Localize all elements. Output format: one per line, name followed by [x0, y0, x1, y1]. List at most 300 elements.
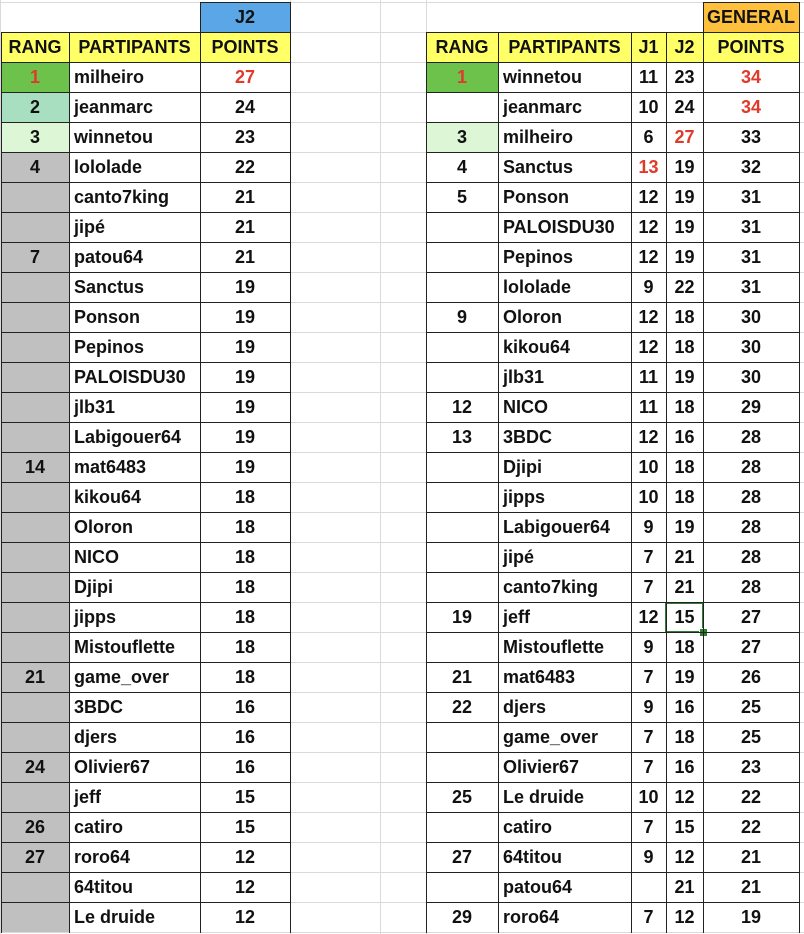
- right-points-cell[interactable]: 30: [740, 367, 762, 387]
- grid-line: [426, 842, 799, 843]
- right-j2-cell[interactable]: 18: [674, 487, 695, 507]
- right-j1-cell[interactable]: 11: [638, 397, 659, 417]
- left-points-cell[interactable]: 23: [234, 127, 256, 147]
- grid-line: [290, 32, 291, 933]
- grid-line: [666, 32, 667, 933]
- left-participant-cell[interactable]: jipps: [74, 607, 117, 627]
- right-rank-cell[interactable]: 9: [456, 307, 467, 327]
- left-points-cell[interactable]: 18: [234, 487, 256, 507]
- grid-line: [1, 572, 290, 573]
- left-participant-cell[interactable]: catiro: [74, 817, 124, 837]
- left-rank-cell[interactable]: 21: [1, 662, 69, 692]
- right-rank-cell[interactable]: [426, 482, 498, 512]
- left-points-cell[interactable]: 22: [234, 157, 256, 177]
- left-participant-cell[interactable]: jeff: [74, 787, 101, 807]
- right-participant-cell[interactable]: canto7king: [503, 577, 599, 597]
- right-group-header-general[interactable]: GENERAL: [703, 2, 799, 32]
- right-participant-cell[interactable]: patou64: [503, 877, 573, 897]
- grid-line: [1, 152, 290, 153]
- left-participant-cell[interactable]: 3BDC: [74, 697, 124, 717]
- right-participant-cell[interactable]: Pepinos: [503, 247, 574, 267]
- right-points-cell[interactable]: 26: [740, 667, 762, 687]
- grid-line: [1, 32, 2, 933]
- right-participant-cell[interactable]: mat6483: [503, 667, 576, 687]
- right-j1-cell[interactable]: 7: [643, 727, 654, 747]
- right-points-cell[interactable]: 21: [740, 847, 762, 867]
- right-j1-cell[interactable]: 9: [643, 277, 654, 297]
- left-participant-cell[interactable]: NICO: [74, 547, 119, 567]
- left-participant-cell[interactable]: Sanctus: [74, 277, 145, 297]
- grid-line: [1, 662, 290, 663]
- right-participant-cell[interactable]: winnetou: [503, 67, 582, 87]
- right-points-cell[interactable]: 30: [740, 307, 762, 327]
- right-participant-cell[interactable]: Sanctus: [503, 157, 574, 177]
- right-j1-cell[interactable]: 10: [638, 457, 659, 477]
- left-participant-cell[interactable]: canto7king: [74, 187, 170, 207]
- grid-line: [426, 62, 799, 63]
- right-participant-cell[interactable]: djers: [503, 697, 547, 717]
- right-j1-cell[interactable]: 7: [643, 577, 654, 597]
- left-participant-cell[interactable]: 64titou: [74, 877, 134, 897]
- left-points-cell[interactable]: 15: [234, 787, 256, 807]
- right-participant-cell[interactable]: roro64: [503, 907, 560, 927]
- left-points-cell[interactable]: 12: [234, 907, 256, 927]
- left-participant-cell[interactable]: game_over: [74, 667, 170, 687]
- right-header-points[interactable]: POINTS: [703, 32, 799, 62]
- grid-line: [1, 392, 290, 393]
- left-participant-cell[interactable]: Mistouflette: [74, 637, 175, 657]
- left-participant-cell[interactable]: lololade: [74, 157, 143, 177]
- left-participant-cell[interactable]: PALOISDU30: [74, 367, 186, 387]
- left-rank-cell[interactable]: [1, 302, 69, 332]
- grid-line: [426, 752, 799, 753]
- right-participant-cell[interactable]: Oloron: [503, 307, 562, 327]
- right-participant-cell[interactable]: milheiro: [503, 127, 574, 147]
- grid-line: [426, 512, 799, 513]
- right-points-cell[interactable]: 28: [740, 487, 762, 507]
- right-points-cell[interactable]: 19: [740, 907, 762, 927]
- right-j2-cell[interactable]: 19: [674, 247, 695, 267]
- left-points-cell[interactable]: 21: [234, 187, 256, 207]
- right-points-cell[interactable]: 30: [740, 337, 762, 357]
- left-rank-cell[interactable]: [1, 602, 69, 632]
- right-j2-cell[interactable]: 18: [674, 337, 695, 357]
- left-points-cell[interactable]: 18: [234, 577, 256, 597]
- right-points-cell[interactable]: 28: [740, 517, 762, 537]
- right-participant-cell[interactable]: 3BDC: [503, 427, 553, 447]
- right-j2-cell[interactable]: 18: [674, 457, 695, 477]
- right-rank-cell[interactable]: [426, 242, 498, 272]
- right-j2-cell[interactable]: 22: [674, 277, 695, 297]
- left-points-cell[interactable]: 19: [234, 427, 256, 447]
- grid-line: [1, 302, 290, 303]
- right-j1-cell[interactable]: 12: [638, 187, 659, 207]
- right-header-j2[interactable]: J2: [666, 32, 703, 62]
- right-header-rang[interactable]: RANG: [426, 32, 498, 62]
- right-participant-cell[interactable]: catiro: [503, 817, 553, 837]
- left-participant-cell[interactable]: Pepinos: [74, 337, 145, 357]
- right-rank-cell[interactable]: 27: [451, 847, 473, 867]
- right-j1-cell[interactable]: [631, 872, 666, 902]
- right-j2-cell[interactable]: 19: [674, 517, 695, 537]
- right-rank-cell[interactable]: 4: [456, 157, 467, 177]
- right-rank-cell[interactable]: [426, 572, 498, 602]
- left-points-cell[interactable]: 16: [234, 697, 256, 717]
- right-participant-cell[interactable]: game_over: [503, 727, 599, 747]
- grid-line: [426, 782, 799, 783]
- left-rank-cell[interactable]: 27: [1, 842, 69, 872]
- left-participant-cell[interactable]: milheiro: [74, 67, 145, 87]
- left-points-cell[interactable]: 19: [234, 337, 256, 357]
- grid-line: [1, 752, 290, 753]
- right-points-cell[interactable]: 31: [740, 217, 762, 237]
- right-rank-cell[interactable]: [426, 542, 498, 572]
- right-rank-cell[interactable]: [426, 632, 498, 662]
- right-rank-cell[interactable]: [426, 272, 498, 302]
- grid-line: [1, 362, 290, 363]
- left-points-cell[interactable]: 24: [234, 97, 256, 117]
- grid-line: [426, 302, 799, 303]
- right-j1-cell[interactable]: 12: [638, 247, 659, 267]
- right-points-cell[interactable]: 33: [740, 127, 762, 147]
- right-rank-cell[interactable]: 19: [451, 607, 473, 627]
- right-j1-cell[interactable]: 9: [643, 517, 654, 537]
- left-rank-cell[interactable]: [1, 902, 69, 932]
- right-participant-cell[interactable]: NICO: [503, 397, 548, 417]
- left-rank-cell[interactable]: 14: [1, 452, 69, 482]
- right-j2-cell[interactable]: 19: [674, 157, 695, 177]
- left-rank-cell[interactable]: [1, 572, 69, 602]
- right-j1-cell[interactable]: 9: [643, 637, 654, 657]
- right-rank-cell[interactable]: 3: [426, 122, 498, 152]
- right-rank-cell[interactable]: [426, 92, 498, 122]
- left-points-cell[interactable]: 12: [234, 877, 256, 897]
- right-participant-cell[interactable]: jeff: [503, 607, 530, 627]
- left-points-cell[interactable]: 19: [234, 367, 256, 387]
- grid-line: [426, 722, 799, 723]
- right-j1-cell[interactable]: 12: [638, 307, 659, 327]
- right-j1-cell[interactable]: 7: [643, 547, 654, 567]
- grid-line: [703, 2, 799, 3]
- left-rank-cell[interactable]: 2: [1, 92, 69, 122]
- left-rank-cell[interactable]: [1, 182, 69, 212]
- grid-line: [426, 662, 799, 663]
- right-j1-cell[interactable]: 12: [638, 217, 659, 237]
- left-rank-cell[interactable]: 24: [1, 752, 69, 782]
- left-participant-cell[interactable]: winnetou: [74, 127, 153, 147]
- left-points-cell[interactable]: 18: [234, 667, 256, 687]
- left-header-rang[interactable]: RANG: [1, 32, 69, 62]
- right-participant-cell[interactable]: Mistouflette: [503, 637, 604, 657]
- left-rank-cell[interactable]: [1, 272, 69, 302]
- grid-line: [1, 812, 290, 813]
- right-points-cell[interactable]: 21: [740, 877, 762, 897]
- left-participant-cell[interactable]: kikou64: [74, 487, 142, 507]
- grid-line: [426, 602, 799, 603]
- grid-line: [1, 542, 290, 543]
- right-participant-cell[interactable]: PALOISDU30: [503, 217, 615, 237]
- grid-line: [426, 242, 799, 243]
- left-points-cell[interactable]: 19: [234, 457, 256, 477]
- right-j1-cell[interactable]: 11: [638, 67, 659, 87]
- left-participant-cell[interactable]: roro64: [74, 847, 131, 867]
- right-j2-cell[interactable]: 19: [674, 187, 695, 207]
- grid-line: [1, 872, 290, 873]
- grid-line: [1, 692, 290, 693]
- grid-line: [703, 32, 704, 933]
- right-participant-cell[interactable]: Le druide: [503, 787, 585, 807]
- left-rank-cell[interactable]: 26: [1, 812, 69, 842]
- right-header-partipants[interactable]: PARTIPANTS: [498, 32, 631, 62]
- left-rank-cell[interactable]: [1, 692, 69, 722]
- left-rank-cell[interactable]: 3: [1, 122, 69, 152]
- left-points-cell[interactable]: 19: [234, 307, 256, 327]
- right-j1-cell[interactable]: 7: [643, 907, 654, 927]
- grid-line: [1, 782, 290, 783]
- right-points-cell[interactable]: 27: [740, 637, 762, 657]
- right-rank-cell[interactable]: [426, 812, 498, 842]
- right-j2-cell[interactable]: 27: [674, 127, 695, 147]
- grid-line: [1, 482, 290, 483]
- right-rank-cell[interactable]: 22: [451, 697, 473, 717]
- grid-line: [799, 2, 800, 32]
- left-header-points[interactable]: POINTS: [200, 32, 290, 62]
- left-points-cell[interactable]: 27: [234, 67, 256, 87]
- right-rank-cell[interactable]: [426, 752, 498, 782]
- left-participant-cell[interactable]: Olivier67: [74, 757, 151, 777]
- right-j2-cell[interactable]: 21: [674, 577, 695, 597]
- right-rank-cell[interactable]: [426, 872, 498, 902]
- right-participant-cell[interactable]: Olivier67: [503, 757, 580, 777]
- grid-line: [426, 632, 799, 633]
- left-points-cell[interactable]: 19: [234, 277, 256, 297]
- right-header-j1[interactable]: J1: [631, 32, 666, 62]
- left-points-cell[interactable]: 18: [234, 607, 256, 627]
- grid-line: [426, 122, 799, 123]
- left-points-cell[interactable]: 12: [234, 847, 256, 867]
- right-points-cell[interactable]: 34: [740, 67, 762, 87]
- right-j1-cell[interactable]: 6: [643, 127, 654, 147]
- right-j1-cell[interactable]: 9: [643, 697, 654, 717]
- right-j1-cell[interactable]: 9: [643, 847, 654, 867]
- grid-line: [1, 92, 290, 93]
- grid-line: [0, 2, 804, 3]
- grid-line: [290, 2, 291, 32]
- right-points-cell[interactable]: 25: [740, 697, 762, 717]
- grid-line: [426, 482, 799, 483]
- right-j2-cell[interactable]: 16: [674, 427, 695, 447]
- right-j1-cell[interactable]: 10: [638, 787, 659, 807]
- right-j1-cell[interactable]: 12: [638, 427, 659, 447]
- left-rank-cell[interactable]: [1, 392, 69, 422]
- right-points-cell[interactable]: 32: [740, 157, 762, 177]
- right-j1-cell[interactable]: 13: [638, 157, 659, 177]
- grid-line: [1, 32, 290, 33]
- left-rank-cell[interactable]: 4: [1, 152, 69, 182]
- right-j2-cell[interactable]: 19: [674, 667, 695, 687]
- right-points-cell[interactable]: 23: [740, 757, 762, 777]
- right-points-cell[interactable]: 34: [740, 97, 762, 117]
- right-participant-cell[interactable]: kikou64: [503, 337, 571, 357]
- right-j2-cell[interactable]: 16: [674, 757, 695, 777]
- left-points-cell[interactable]: 19: [234, 397, 256, 417]
- left-participant-cell[interactable]: jeanmarc: [74, 97, 154, 117]
- right-j2-cell[interactable]: 18: [674, 307, 695, 327]
- left-participant-cell[interactable]: djers: [74, 727, 118, 747]
- right-j2-cell[interactable]: 15: [674, 817, 695, 837]
- right-rank-cell[interactable]: 25: [451, 787, 473, 807]
- right-j2-cell[interactable]: 12: [674, 787, 695, 807]
- grid-line: [200, 2, 290, 3]
- left-rank-cell[interactable]: [1, 362, 69, 392]
- left-participant-cell[interactable]: Labigouer64: [74, 427, 182, 447]
- right-j1-cell[interactable]: 11: [638, 367, 659, 387]
- left-group-header-j2[interactable]: J2: [200, 2, 290, 32]
- left-participant-cell[interactable]: Oloron: [74, 517, 133, 537]
- grid-line: [426, 422, 799, 423]
- left-points-cell[interactable]: 16: [234, 727, 256, 747]
- right-rank-cell[interactable]: 13: [451, 427, 473, 447]
- left-rank-cell[interactable]: [1, 332, 69, 362]
- right-rank-cell[interactable]: [426, 512, 498, 542]
- right-points-cell[interactable]: 22: [740, 787, 762, 807]
- right-rank-cell[interactable]: 1: [426, 62, 498, 92]
- grid-line: [1, 722, 290, 723]
- left-points-cell[interactable]: 18: [234, 547, 256, 567]
- right-participant-cell[interactable]: jlb31: [503, 367, 545, 387]
- left-participant-cell[interactable]: mat6483: [74, 457, 147, 477]
- right-j2-cell[interactable]: 15: [674, 607, 695, 627]
- left-points-cell[interactable]: 21: [234, 247, 256, 267]
- right-j2-cell[interactable]: 16: [674, 697, 695, 717]
- right-rank-cell[interactable]: [426, 362, 498, 392]
- left-participant-cell[interactable]: Djipi: [74, 577, 113, 597]
- left-rank-cell[interactable]: [1, 632, 69, 662]
- left-rank-cell[interactable]: 7: [1, 242, 69, 272]
- right-points-cell[interactable]: 31: [740, 277, 762, 297]
- left-participant-cell[interactable]: Le druide: [74, 907, 156, 927]
- right-participant-cell[interactable]: Labigouer64: [503, 517, 611, 537]
- right-participant-cell[interactable]: Djipi: [503, 457, 542, 477]
- right-participant-cell[interactable]: jeanmarc: [503, 97, 583, 117]
- right-j1-cell[interactable]: 12: [638, 337, 659, 357]
- right-points-cell[interactable]: 31: [740, 247, 762, 267]
- left-rank-cell[interactable]: [1, 872, 69, 902]
- right-participant-cell[interactable]: jipps: [503, 487, 546, 507]
- grid-line: [1, 632, 290, 633]
- grid-line: [1, 602, 290, 603]
- right-points-cell[interactable]: 31: [740, 187, 762, 207]
- left-points-cell[interactable]: 15: [234, 817, 256, 837]
- right-participant-cell[interactable]: 64titou: [503, 847, 563, 867]
- right-j2-cell[interactable]: 24: [674, 97, 695, 117]
- grid-line: [1, 902, 290, 903]
- right-j2-cell[interactable]: 18: [674, 727, 695, 747]
- grid-line: [1, 242, 290, 243]
- grid-line: [426, 332, 799, 333]
- right-j2-cell[interactable]: 18: [674, 637, 695, 657]
- grid-line: [426, 212, 799, 213]
- right-j2-cell[interactable]: 21: [674, 547, 695, 567]
- left-points-cell[interactable]: 18: [234, 637, 256, 657]
- left-rank-cell[interactable]: [1, 722, 69, 752]
- right-points-cell[interactable]: 22: [740, 817, 762, 837]
- right-j1-cell[interactable]: 12: [638, 607, 659, 627]
- grid-line: [1, 272, 290, 273]
- right-rank-cell[interactable]: 12: [451, 397, 473, 417]
- left-points-cell[interactable]: 18: [234, 517, 256, 537]
- right-j2-cell[interactable]: 23: [674, 67, 695, 87]
- grid-line: [703, 2, 704, 32]
- grid-line: [1, 122, 290, 123]
- right-j2-cell[interactable]: 18: [674, 397, 695, 417]
- left-rank-cell[interactable]: [1, 422, 69, 452]
- left-participant-cell[interactable]: jlb31: [74, 397, 116, 417]
- grid-line: [1, 452, 290, 453]
- left-participant-cell[interactable]: jipé: [74, 217, 106, 237]
- right-j2-cell[interactable]: 19: [674, 217, 695, 237]
- right-rank-cell[interactable]: 29: [451, 907, 473, 927]
- left-rank-cell[interactable]: [1, 482, 69, 512]
- left-header-partipants[interactable]: PARTIPANTS: [69, 32, 200, 62]
- grid-line: [799, 32, 800, 933]
- right-rank-cell[interactable]: [426, 332, 498, 362]
- right-participant-cell[interactable]: Ponson: [503, 187, 569, 207]
- left-rank-cell[interactable]: [1, 512, 69, 542]
- right-j1-cell[interactable]: 7: [643, 757, 654, 777]
- right-j1-cell[interactable]: 7: [643, 667, 654, 687]
- left-points-cell[interactable]: 21: [234, 217, 256, 237]
- right-participant-cell[interactable]: jipé: [503, 547, 535, 567]
- left-rank-cell[interactable]: [1, 212, 69, 242]
- right-points-cell[interactable]: 28: [740, 457, 762, 477]
- right-j1-cell[interactable]: 10: [638, 487, 659, 507]
- right-points-cell[interactable]: 28: [740, 427, 762, 447]
- right-j2-cell[interactable]: 12: [674, 847, 695, 867]
- grid-line: [426, 92, 799, 93]
- left-points-cell[interactable]: 16: [234, 757, 256, 777]
- right-j2-cell[interactable]: 19: [674, 367, 695, 387]
- right-points-cell[interactable]: 28: [740, 547, 762, 567]
- right-j2-cell[interactable]: 12: [674, 907, 695, 927]
- grid-line: [426, 692, 799, 693]
- right-points-cell[interactable]: 29: [740, 397, 762, 417]
- left-rank-cell[interactable]: [1, 782, 69, 812]
- right-points-cell[interactable]: 28: [740, 577, 762, 597]
- right-rank-cell[interactable]: [426, 212, 498, 242]
- left-rank-cell[interactable]: [1, 542, 69, 572]
- right-j1-cell[interactable]: 7: [643, 817, 654, 837]
- left-rank-cell[interactable]: 1: [1, 62, 69, 92]
- right-rank-cell[interactable]: [426, 722, 498, 752]
- grid-line: [426, 452, 799, 453]
- left-participant-cell[interactable]: patou64: [74, 247, 144, 267]
- left-participant-cell[interactable]: Ponson: [74, 307, 140, 327]
- grid-line: [200, 2, 201, 32]
- right-rank-cell[interactable]: 5: [456, 187, 467, 207]
- right-points-cell[interactable]: 25: [740, 727, 762, 747]
- right-j1-cell[interactable]: 10: [638, 97, 659, 117]
- right-participant-cell[interactable]: lololade: [503, 277, 572, 297]
- grid-line: [426, 872, 799, 873]
- right-points-cell[interactable]: 27: [740, 607, 762, 627]
- right-rank-cell[interactable]: [426, 452, 498, 482]
- grid-line: [426, 902, 799, 903]
- grid-line: [1, 62, 290, 63]
- right-j2-cell[interactable]: 21: [674, 877, 695, 897]
- right-rank-cell[interactable]: 21: [451, 667, 473, 687]
- grid-line: [1, 512, 290, 513]
